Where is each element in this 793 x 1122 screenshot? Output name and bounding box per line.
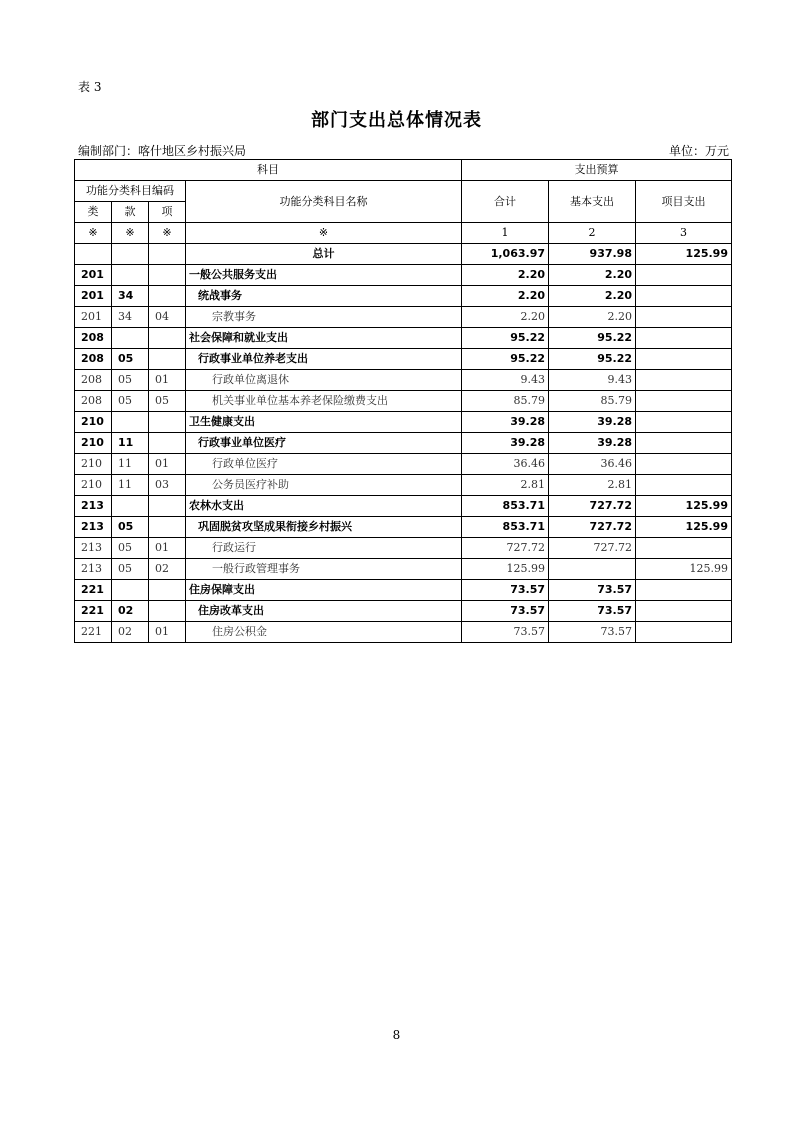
header-budget: 支出预算 [462,160,732,181]
xiang-code [149,517,186,538]
basic-amount: 2.20 [549,265,636,286]
kuan-code: 05 [112,517,149,538]
project-amount [636,580,732,601]
total-amount: 39.28 [462,412,549,433]
table-row [75,496,732,517]
lei-code: 210 [75,454,112,475]
total-amount: 2.20 [462,265,549,286]
mark-cell: ※ [186,223,462,244]
total-amount: 125.99 [462,559,549,580]
header-lei: 类 [75,202,112,223]
kuan-code: 11 [112,475,149,496]
table-row [75,286,732,307]
total-amount: 9.43 [462,370,549,391]
kuan-code: 05 [112,349,149,370]
total-sum: 1,063.97 [462,244,549,265]
page-title: 部门支出总体情况表 [311,110,482,131]
kuan-code [112,412,149,433]
xiang-code: 03 [149,475,186,496]
lei-code: 201 [75,307,112,328]
lei-code: 210 [75,475,112,496]
subject-name: 宗教事务 [186,307,462,328]
table-row [75,412,732,433]
total-amount: 853.71 [462,517,549,538]
xiang-code: 02 [149,559,186,580]
lei-code: 208 [75,349,112,370]
kuan-code: 05 [112,538,149,559]
lei-code: 213 [75,538,112,559]
xiang-code [149,601,186,622]
lei-code: 221 [75,622,112,643]
xiang-code: 05 [149,391,186,412]
kuan-code: 11 [112,433,149,454]
total-amount: 39.28 [462,433,549,454]
header-code-group: 功能分类科目编码 [75,181,186,202]
basic-amount: 2.20 [549,307,636,328]
unit-label: 单位：万元 [668,144,729,158]
subject-name: 社会保障和就业支出 [186,328,462,349]
subject-name: 统战事务 [186,286,462,307]
lei-code: 208 [75,328,112,349]
project-amount [636,475,732,496]
table-row [75,475,732,496]
project-amount [636,412,732,433]
basic-amount: 85.79 [549,391,636,412]
xiang-code: 01 [149,454,186,475]
kuan-code: 34 [112,307,149,328]
total-project: 125.99 [636,244,732,265]
project-amount [636,370,732,391]
project-amount [636,538,732,559]
xiang-code [149,265,186,286]
lei-code: 213 [75,496,112,517]
table-row [75,307,732,328]
total-amount: 2.20 [462,307,549,328]
xiang-code [149,433,186,454]
table-row [75,559,732,580]
header-row-1 [75,160,732,181]
subject-name: 行政单位离退休 [186,370,462,391]
empty-cell [149,244,186,265]
header-subject: 科目 [75,160,462,181]
subject-name: 公务员医疗补助 [186,475,462,496]
table-row [75,370,732,391]
basic-amount: 95.22 [549,328,636,349]
table-row [75,265,732,286]
empty-cell [112,244,149,265]
total-amount: 95.22 [462,328,549,349]
total-amount: 727.72 [462,538,549,559]
basic-amount: 2.20 [549,286,636,307]
header-row-2 [75,181,732,202]
total-amount: 73.57 [462,601,549,622]
xiang-code [149,349,186,370]
project-amount [636,391,732,412]
xiang-code [149,328,186,349]
table-row [75,517,732,538]
header-kuan: 款 [112,202,149,223]
subject-name: 机关事业单位基本养老保险缴费支出 [186,391,462,412]
header-name: 功能分类科目名称 [186,181,462,223]
xiang-code: 01 [149,622,186,643]
basic-amount: 2.81 [549,475,636,496]
lei-code: 201 [75,286,112,307]
table-row [75,454,732,475]
table-row [75,601,732,622]
lei-code: 208 [75,391,112,412]
xiang-code [149,496,186,517]
kuan-code: 05 [112,391,149,412]
subject-name: 一般公共服务支出 [186,265,462,286]
basic-amount: 95.22 [549,349,636,370]
kuan-code: 11 [112,454,149,475]
xiang-code: 01 [149,538,186,559]
basic-amount: 9.43 [549,370,636,391]
total-row [75,244,732,265]
lei-code: 221 [75,601,112,622]
basic-amount: 73.57 [549,580,636,601]
subject-name: 行政事业单位医疗 [186,433,462,454]
subject-name: 住房改革支出 [186,601,462,622]
project-amount [636,454,732,475]
kuan-code: 05 [112,559,149,580]
header-total: 合计 [462,181,549,223]
xiang-code: 01 [149,370,186,391]
subject-name: 农林水支出 [186,496,462,517]
table-row [75,328,732,349]
total-amount: 36.46 [462,454,549,475]
total-amount: 73.57 [462,580,549,601]
project-amount [636,601,732,622]
table-number: 表 3 [78,80,102,94]
total-amount: 2.81 [462,475,549,496]
kuan-code: 05 [112,370,149,391]
kuan-code [112,496,149,517]
basic-amount: 36.46 [549,454,636,475]
table-row [75,622,732,643]
lei-code: 208 [75,370,112,391]
basic-amount: 727.72 [549,517,636,538]
subject-name: 行政单位医疗 [186,454,462,475]
subject-name: 一般行政管理事务 [186,559,462,580]
basic-amount [549,559,636,580]
project-amount [636,622,732,643]
project-amount [636,265,732,286]
expenditure-table [74,159,732,643]
project-amount [636,307,732,328]
basic-amount: 727.72 [549,538,636,559]
index-cell-2: 2 [549,223,636,244]
project-amount: 125.99 [636,517,732,538]
total-amount: 73.57 [462,622,549,643]
lei-code: 210 [75,433,112,454]
header-row-4 [75,223,732,244]
subject-name: 住房保障支出 [186,580,462,601]
total-basic: 937.98 [549,244,636,265]
kuan-code: 02 [112,622,149,643]
subject-name: 行政事业单位养老支出 [186,349,462,370]
project-amount [636,286,732,307]
project-amount [636,328,732,349]
mark-cell: ※ [112,223,149,244]
page-number: 8 [392,1028,401,1042]
index-cell-1: 1 [462,223,549,244]
table-row [75,349,732,370]
total-amount: 95.22 [462,349,549,370]
kuan-code: 02 [112,601,149,622]
table-row [75,538,732,559]
header-xiang: 项 [149,202,186,223]
total-amount: 2.20 [462,286,549,307]
total-label: 总计 [186,244,462,265]
lei-code: 201 [75,265,112,286]
kuan-code [112,265,149,286]
department-label: 编制部门：喀什地区乡村振兴局 [78,144,247,158]
lei-code: 210 [75,412,112,433]
header-project: 项目支出 [636,181,732,223]
project-amount: 125.99 [636,496,732,517]
project-amount [636,349,732,370]
lei-code: 213 [75,559,112,580]
xiang-code: 04 [149,307,186,328]
basic-amount: 39.28 [549,412,636,433]
total-amount: 853.71 [462,496,549,517]
table-row [75,580,732,601]
subject-name: 行政运行 [186,538,462,559]
total-amount: 85.79 [462,391,549,412]
subject-name: 住房公积金 [186,622,462,643]
table-row [75,391,732,412]
kuan-code: 34 [112,286,149,307]
table-row [75,433,732,454]
project-amount [636,433,732,454]
xiang-code [149,580,186,601]
subject-name: 巩固脱贫攻坚成果衔接乡村振兴 [186,517,462,538]
kuan-code [112,328,149,349]
index-cell-3: 3 [636,223,732,244]
mark-cell: ※ [149,223,186,244]
xiang-code [149,412,186,433]
empty-cell [75,244,112,265]
subject-name: 卫生健康支出 [186,412,462,433]
header-basic: 基本支出 [549,181,636,223]
basic-amount: 727.72 [549,496,636,517]
kuan-code [112,580,149,601]
mark-cell: ※ [75,223,112,244]
lei-code: 221 [75,580,112,601]
basic-amount: 39.28 [549,433,636,454]
lei-code: 213 [75,517,112,538]
basic-amount: 73.57 [549,601,636,622]
basic-amount: 73.57 [549,622,636,643]
xiang-code [149,286,186,307]
project-amount: 125.99 [636,559,732,580]
